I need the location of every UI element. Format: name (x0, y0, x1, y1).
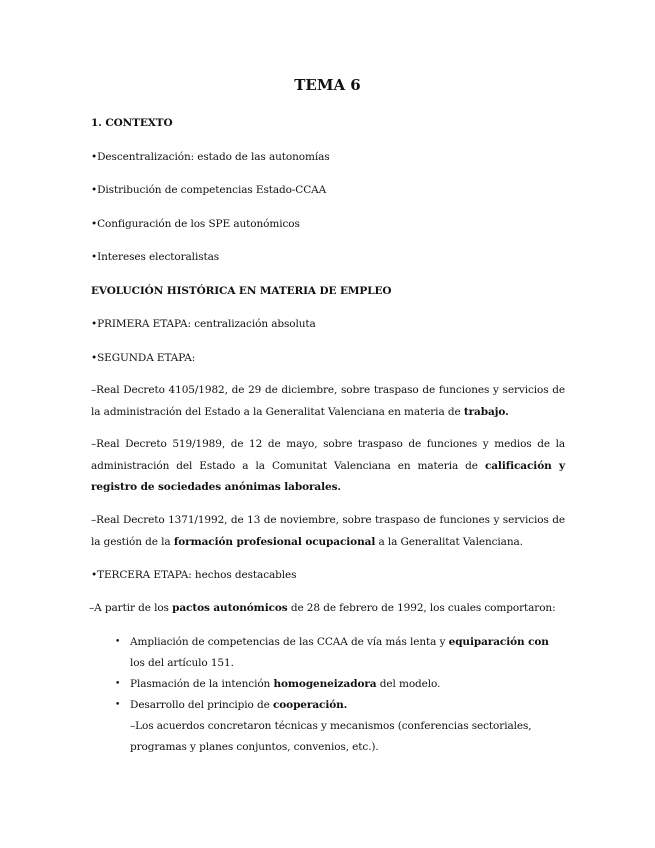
b3-bold: cooperación. (272, 699, 348, 711)
b1-text-end: los del artículo 151. (130, 657, 234, 669)
page-title: TEMA 6 (294, 76, 361, 94)
etapa-primera: •PRIMERA ETAPA: centralización absoluta (91, 318, 316, 330)
list-item (91, 695, 565, 716)
rd1-bold: trabajo. (463, 405, 509, 418)
pactos-bold: pactos autonómicos (172, 602, 288, 614)
pactos-text-end: de 28 de febrero de 1992, los cuales comportaron: (287, 602, 556, 614)
b2-text-end: del modelo. (376, 678, 441, 690)
bullet-icon: • (115, 637, 121, 647)
rd3-text: –Real Decreto 1371/1992, de 13 de noviembre, sobre traspaso de funciones y servicios de la gestión de la (91, 514, 565, 548)
section-heading-contexto: 1. CONTEXTO (91, 117, 173, 129)
context-item-3: •Configuración de los SPE autonómicos (91, 218, 300, 230)
context-item-4: •Intereses electoralistas (91, 251, 220, 263)
list-item (91, 632, 565, 674)
b1-bold: equiparación con (448, 636, 549, 648)
list-item (91, 674, 565, 695)
b2-text: Plasmación de la intención (130, 678, 274, 690)
b2-bold: homogeneizadora (273, 678, 377, 690)
real-decreto-1982 (91, 380, 565, 423)
context-item-1: •Descentralización: estado de las autonomías (91, 151, 330, 163)
b1-text: Ampliación de competencias de las CCAA de vía más lenta y (130, 636, 449, 648)
rd2-bold: calificación y registro de sociedades anónimas laborales. (91, 459, 565, 493)
real-decreto-1989 (91, 434, 565, 499)
etapa-tercera: •TERCERA ETAPA: hechos destacables (91, 569, 297, 581)
rd1-text: –Real Decreto 4105/1982, de 29 de diciembre, sobre traspaso de funciones y servicios de la administración del Estado a la Generalitat Valenciana en materia de (91, 384, 565, 418)
etapa-segunda: •SEGUNDA ETAPA: (91, 352, 196, 364)
pactos-text: –A partir de los (89, 602, 173, 614)
bullet-icon: • (115, 679, 121, 689)
b3-subtext: –Los acuerdos concretaron técnicas y mecanismos (conferencias sectoriales, programas y planes conjuntos, convenios, etc.). (130, 720, 532, 753)
rd3-bold: formación profesional ocupacional (173, 535, 376, 548)
consequences-list (91, 632, 565, 758)
real-decreto-1992 (91, 510, 565, 553)
bullet-icon: • (115, 700, 121, 710)
pactos-paragraph (89, 602, 556, 614)
b3-text: Desarrollo del principio de (130, 699, 273, 711)
context-item-2: •Distribución de competencias Estado-CCAA (91, 184, 327, 196)
section-heading-evolucion: EVOLUCIÓN HISTÓRICA EN MATERIA DE EMPLEO (91, 285, 392, 297)
rd3-text-end: a la Generalitat Valenciana. (375, 535, 523, 548)
rd2-text: –Real Decreto 519/1989, de 12 de mayo, sobre traspaso de funciones y medios de la administración del Estado a la Comunitat Valenciana en materia de (91, 438, 565, 472)
